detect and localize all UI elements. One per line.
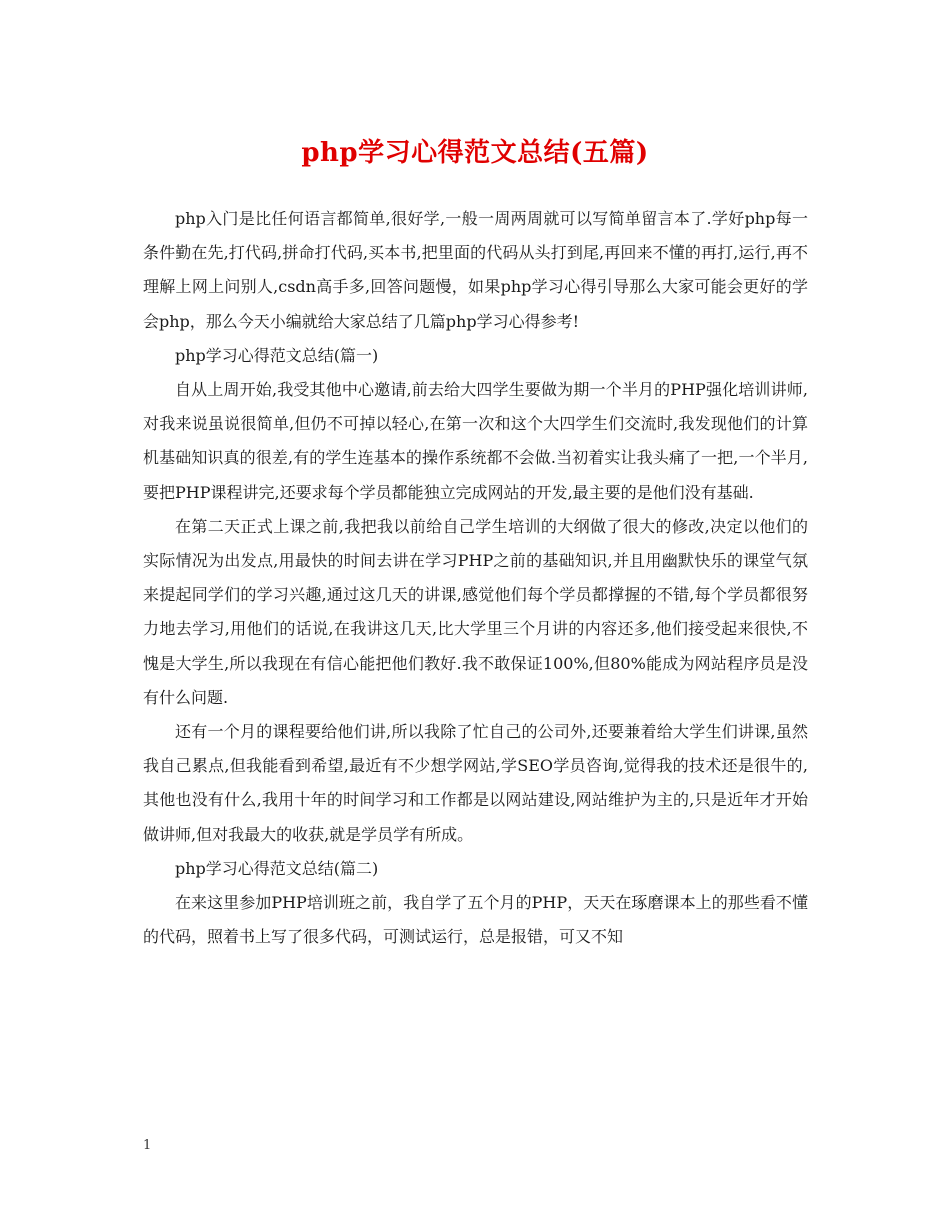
section-heading-1: php学习心得范文总结(篇一) xyxy=(175,345,379,365)
document-title: php学习心得范文总结(五篇) xyxy=(301,138,649,168)
intro-paragraph: php入门是比任何语言都简单,很好学,一般一周两周就可以写简单留言本了.学好php每一条件勤在先,打代码,拼命打代码,买本书,把里面的代码从头打到尾,再回来不懂的再打,运行,再不理解上网上问别人,csdn高手多,回答问题慢，如果php学习心得引导那么大家可能会更好的学会php，那么今天小编就给大家总结了几篇php学习心得参考! xyxy=(143,209,808,331)
section-heading-2: php学习心得范文总结(篇二) xyxy=(175,858,379,878)
page-number: 1 xyxy=(143,1138,152,1153)
body-paragraph: 在第二天正式上课之前,我把我以前给自己学生培训的大纲做了很大的修改,决定以他们的实际情况为出发点,用最快的时间去讲在学习PHP之前的基础知识,并且用幽默快乐的课堂气氛来提起同学们的学习兴趣,通过这几天的讲课,感觉他们每个学员都撑握的不错,每个学员都很努力地去学习,用他们的话说,在我讲这几天,比大学里三个月讲的内容还多,他们接受起来很快,不愧是大学生,所以我现在有信心能把他们教好.我不敢保证100%,但80%能成为网站程序员是没有什么问题. xyxy=(143,516,808,707)
body-paragraph: 自从上周开始,我受其他中心邀请,前去给大四学生要做为期一个半月的PHP强化培训讲师,对我来说虽说很简单,但仍不可掉以轻心,在第一次和这个大四学生们交流时,我发现他们的计算机基础知识真的很差,有的学生连基本的操作系统都不会做.当初着实让我头痛了一把,一个半月,要把PHP课程讲完,还要求每个学员都能独立完成网站的开发,最主要的是他们没有基础. xyxy=(143,380,808,502)
document-body xyxy=(143,202,808,954)
body-paragraph: 还有一个月的课程要给他们讲,所以我除了忙自己的公司外,还要兼着给大学生们讲课,虽然我自己累点,但我能看到希望,最近有不少想学网站,学SEO学员咨询,觉得我的技术还是很牛的,其他也没有什么,我用十年的时间学习和工作都是以网站建设,网站维护为主的,只是近年才开始做讲师,但对我最大的收获,就是学员学有所成。 xyxy=(143,722,808,844)
body-paragraph: 在来这里参加PHP培训班之前，我自学了五个月的PHP，天天在琢磨课本上的那些看不懂的代码，照着书上写了很多代码，可测试运行，总是报错，可又不知 xyxy=(143,893,808,947)
